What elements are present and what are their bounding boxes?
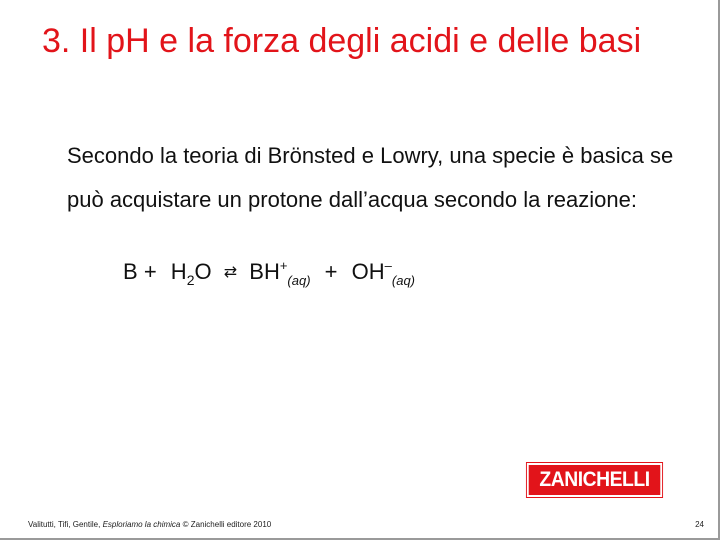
footer-copyright: © Zanichelli editore 2010 <box>182 520 272 529</box>
slide-title: 3. Il pH e la forza degli acidi e delle basi <box>42 22 642 60</box>
water-subscript: 2 <box>186 272 195 288</box>
chemical-equation <box>123 258 415 288</box>
footer-book-title: Esploriamo la chimica <box>102 520 181 529</box>
state-aq-1: (aq) <box>287 273 311 288</box>
plus-sign: + <box>143 259 157 284</box>
footer-authors: Valitutti, Tifi, Gentile, <box>28 520 101 529</box>
conjugate-acid-charge: + <box>279 258 288 273</box>
page-number: 24 <box>695 520 704 529</box>
state-aq-2: (aq) <box>391 273 416 288</box>
footer-citation <box>28 520 271 529</box>
zanichelli-logo: ZANICHELLI <box>527 463 662 497</box>
hydroxide-charge: – <box>384 258 392 273</box>
body-text: Secondo la teoria di Brönsted e Lowry, una specie è basica se può acquistare un protone dall’acqua secondo la reazione: <box>67 143 674 212</box>
water-o: O <box>194 259 212 284</box>
plus-sign-2: + <box>324 259 338 284</box>
conjugate-acid: BH <box>249 259 280 284</box>
hydroxide: OH <box>351 259 385 284</box>
water-h: H <box>170 259 187 284</box>
base-species: B <box>123 259 138 284</box>
equilibrium-arrow-icon: ⇄ <box>223 264 238 281</box>
